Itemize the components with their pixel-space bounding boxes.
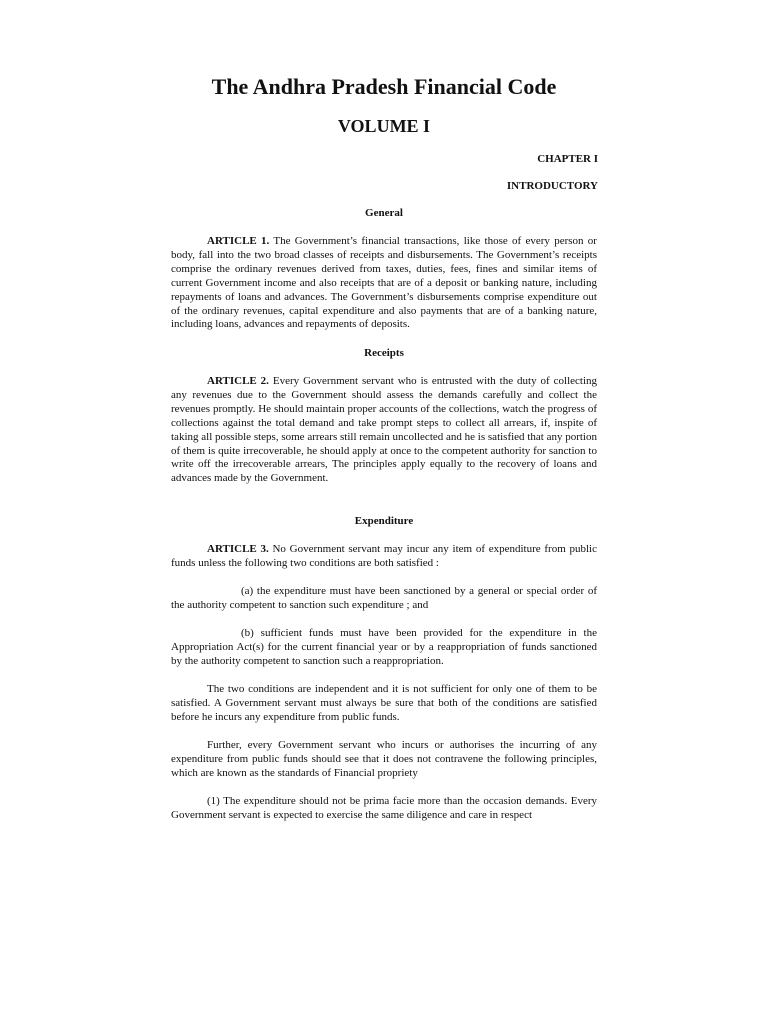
document-title: The Andhra Pradesh Financial Code — [211, 74, 557, 99]
article-3-independent-paragraph: The two conditions are independent and it is not sufficient for only one of them to be satisfied. A Government servant must always be sure that both of the conditions are satisfied before he incurs any expenditure from public funds. — [171, 683, 597, 723]
volume-heading: VOLUME I — [337, 116, 431, 136]
section-heading-receipts: Receipts — [364, 347, 404, 359]
section-heading-general: General — [365, 207, 403, 219]
chapter-title: INTRODUCTORY — [506, 180, 598, 192]
article-2-paragraph — [171, 375, 597, 486]
article-1-text: The Government’s financial transactions, like those of every person or body, fall into the two broad classes of receipts and disbursements. The Government’s receipts comprise the ordinary revenues derived from taxes, duties, fees, fines and similar items of current Government income and also receipts that are of a deposit or banking nature, including repayments of loans and advances. The Government’s disbursements comprise expenditure out of the ordinary revenues, capital expenditure and also payments that are of a banking nature, including loans, advances and repayments of deposits. — [171, 235, 597, 331]
article-3-further-paragraph: Further, every Government servant who incurs or authorises the incurring of any expenditure from public funds should see that it does not contravene the following principles, which are known as the standards of Financial propriety — [171, 739, 597, 779]
article-3-label: ARTICLE 3. — [207, 543, 269, 555]
article-3-paragraph — [171, 543, 597, 571]
article-3-condition-a: (a) the expenditure must have been sanctioned by a general or special order of the authority competent to sanction such expenditure ; and — [171, 585, 597, 611]
section-heading-expenditure: Expenditure — [354, 515, 414, 527]
article-1-paragraph — [171, 235, 597, 332]
chapter-number: CHAPTER I — [537, 153, 598, 165]
article-2-text: Every Government servant who is entrusted with the duty of collecting any revenues due to the Government should assess the demands carefully and collect the revenues promptly. He should maintain proper accounts of the collections, watch the progress of collections against the total demand and take prompt steps to collect all arrears, if, inspite of taking all possible steps, some arrears still remain uncollected and he is satisfied that any portion of them is quite irrecoverable, he should apply at once to the competent authority for sanction to write off the irrecoverable arrears, The principles apply equally to the recovery of loans and advances made by the Government. — [171, 375, 598, 485]
article-2-label: ARTICLE 2. — [207, 375, 269, 387]
article-3-text: No Government servant may incur any item of expenditure from public funds unless the following two conditions are both satisfied : — [171, 543, 597, 569]
article-3-condition-b: (b) sufficient funds must have been provided for the expenditure in the Appropriation Act(s) for the current financial year or by a reappropriation of funds sanctioned by the authority competent to sanction such a reappropriation. — [171, 627, 597, 667]
article-3-principle-1: (1) The expenditure should not be prima facie more than the occasion demands. Every Government servant is expected to exercise the same diligence and care in respect — [171, 795, 597, 821]
article-1-label: ARTICLE 1. — [207, 235, 270, 247]
